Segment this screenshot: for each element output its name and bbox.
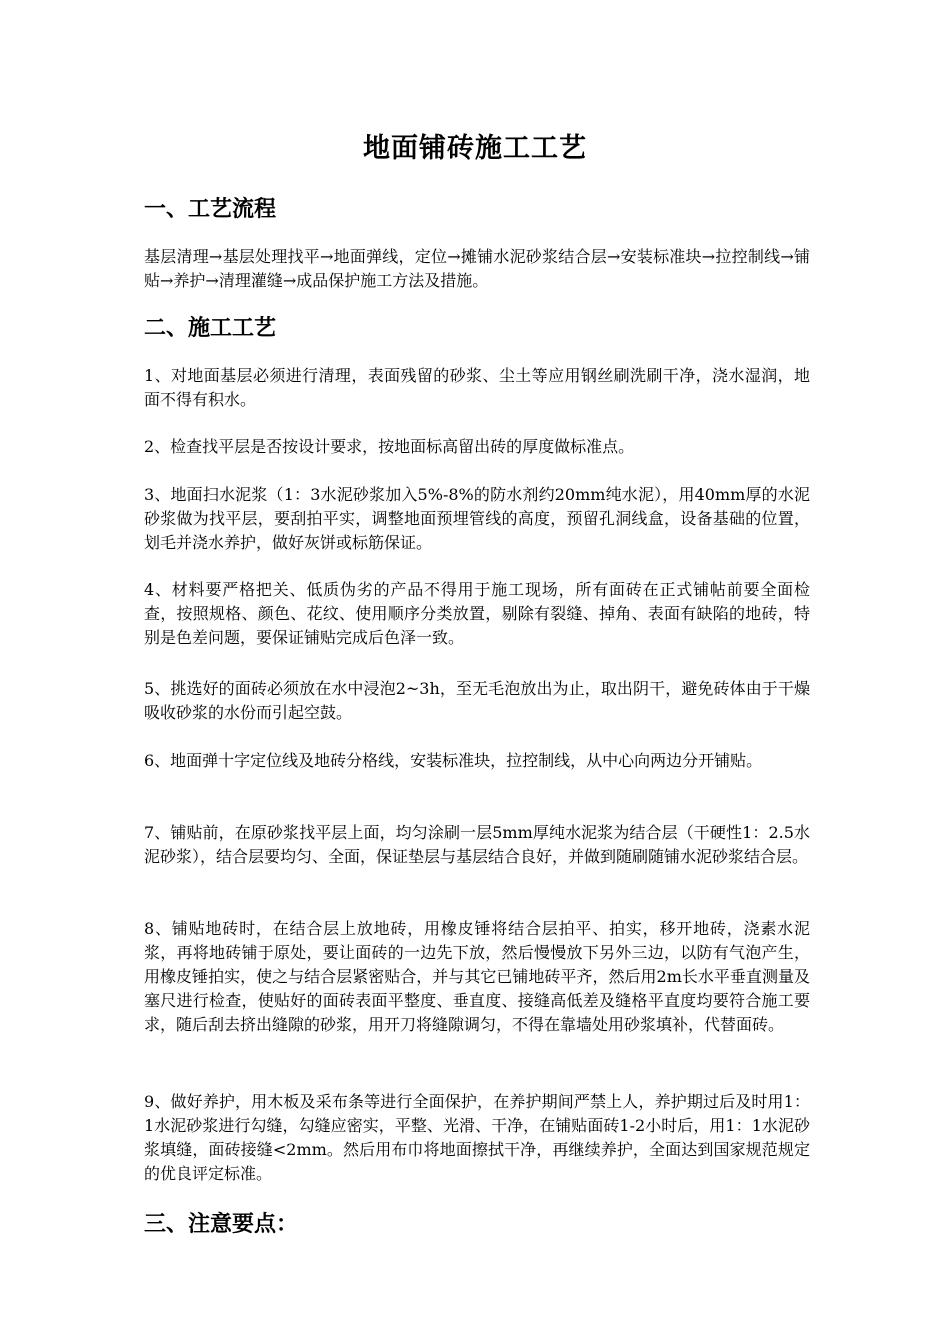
paragraph-step-7: 7、铺贴前，在原砂浆找平层上面，均匀涂刷一层5mm厚纯水泥浆为结合层（干硬性1：2.5水泥砂浆），结合层要均匀、全面，保证垫层与基层结合良好，并做到随刷随铺水泥砂浆结合层。	[144, 823, 810, 866]
section-heading-key-points: 三、注意要点：	[144, 1212, 299, 1237]
paragraph-step-9: 9、做好养护，用木板及采布条等进行全面保护，在养护期间严禁上人，养护期过后及时用1：1水泥砂浆进行勾缝，勾缝应密实，平整、光滑、干净，在铺贴面砖1-2小时后，用1：1水泥砂浆填缝，面砖接缝<2mm。然后用布巾将地面擦拭干净，再继续养护，全面达到国家规范规定的优良评定标准。	[144, 1092, 810, 1183]
paragraph-step-8: 8、铺贴地砖时，在结合层上放地砖，用橡皮锤将结合层拍平、拍实，移开地砖，浇素水泥浆，再将地砖铺于原处，要让面砖的一边先下放，然后慢慢放下另外三边，以防有气泡产生，用橡皮锤拍实，使之与结合层紧密贴合，并与其它已铺地砖平齐，然后用2m长水平垂直测量及塞尺进行检查，使贴好的面砖表面平整度、垂直度、接缝高低差及缝格平直度均要符合施工要求，随后刮去挤出缝隙的砂浆，用开刀将缝隙调匀，不得在靠墙处用砂浆填补，代替面砖。	[144, 919, 810, 1034]
paragraph-step-5: 5、挑选好的面砖必须放在水中浸泡2~3h，至无毛泡放出为止，取出阴干，避免砖体由于干燥吸收砂浆的水份而引起空鼓。	[144, 679, 810, 722]
section-heading-construction-process: 二、施工工艺	[144, 316, 277, 341]
paragraph-process-flow: 基层清理→基层处理找平→地面弹线，定位→摊铺水泥砂浆结合层→安装标准块→拉控制线→铺贴→养护→清理灌缝→成品保护施工方法及措施。	[144, 247, 810, 290]
section-heading-process-flow: 一、工艺流程	[144, 197, 277, 222]
paragraph-step-1: 1、对地面基层必须进行清理，表面残留的砂浆、尘土等应用钢丝刷洗刷干净，浇水湿润，地面不得有积水。	[144, 366, 810, 409]
paragraph-step-4: 4、材料要严格把关、低质伪劣的产品不得用于施工现场，所有面砖在正式铺帖前要全面检查，按照规格、颜色、花纹、使用顺序分类放置，剔除有裂缝、掉角、表面有缺陷的地砖，特别是色差问题，要保证铺贴完成后色泽一致。	[144, 580, 810, 647]
paragraph-step-2: 2、检查找平层是否按设计要求，按地面标高留出砖的厚度做标准点。	[144, 437, 635, 456]
document-title: 地面铺砖施工工艺	[363, 133, 587, 164]
paragraph-step-3: 3、地面扫水泥浆（1：3水泥砂浆加入5%-8%的防水剂约20mm纯水泥），用40mm厚的水泥砂浆做为找平层，要刮拍平实，调整地面预埋管线的高度，预留孔洞线盒，设备基础的位置，划毛并浇水养护，做好灰饼或标筋保证。	[144, 485, 810, 552]
paragraph-step-6: 6、地面弹十字定位线及地砖分格线，安装标准块，拉控制线，从中心向两边分开铺贴。	[144, 751, 763, 770]
